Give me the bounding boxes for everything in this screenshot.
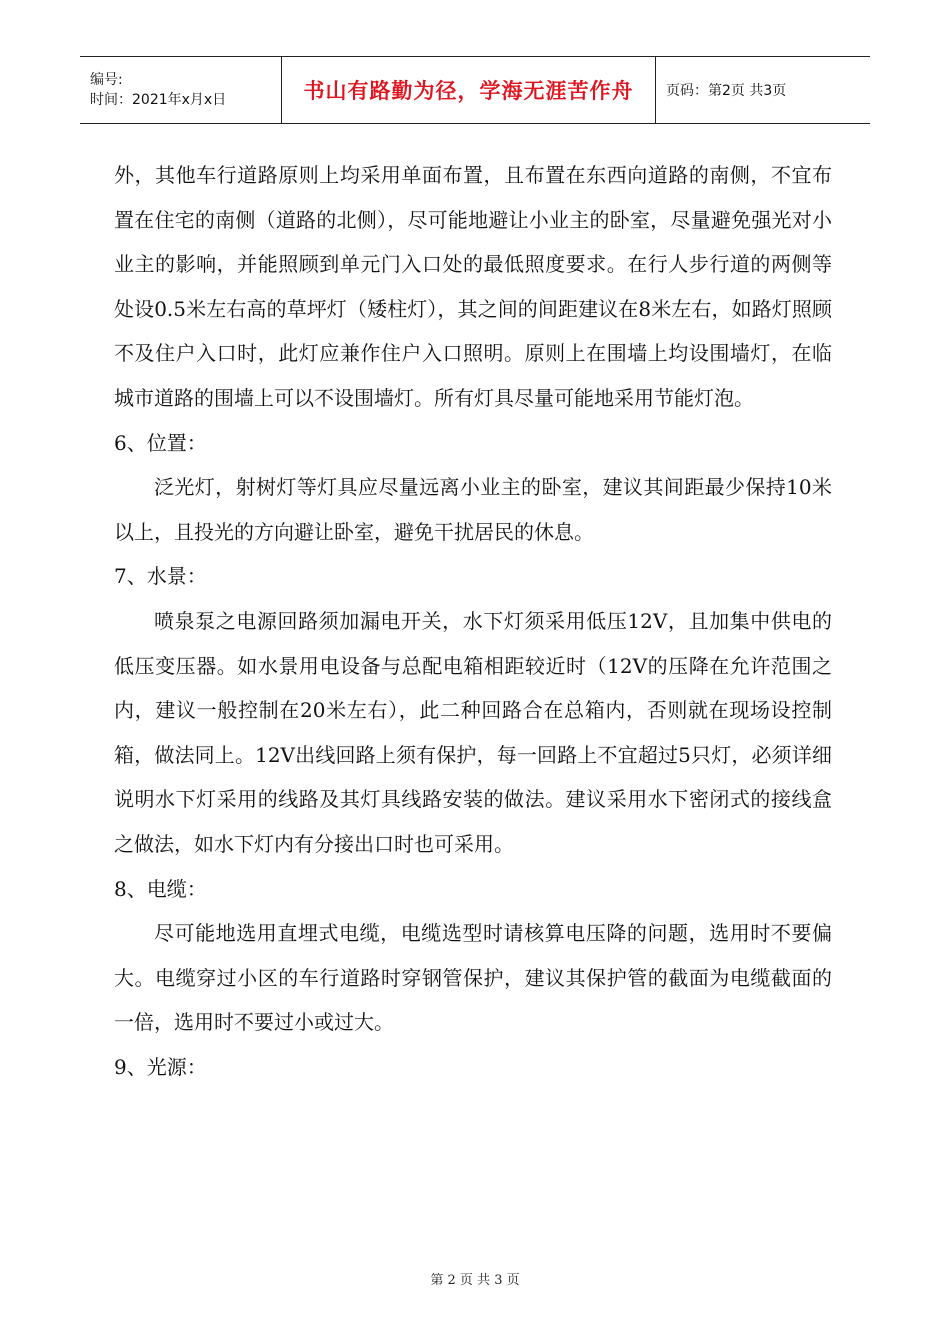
body-paragraph: 尽可能地选用直埋式电缆，电缆选型时请核算电压降的问题，选用时不要偏大。电缆穿过小区的车行道路时穿钢管保护，建议其保护管的截面为电缆截面的一倍，选用时不要过小或过大。 xyxy=(114,921,832,1035)
section-heading-waterscape: 7、水景： xyxy=(114,564,207,589)
document-number-label: 编号: xyxy=(90,72,123,88)
body-paragraph: 外，其他车行道路原则上均采用单面布置，且布置在东西向道路的南侧，不宜布置在住宅的南侧（道路的北侧），尽可能地避让小业主的卧室，尽量避免强光对小业主的影响，并能照顾到单元门入口处的最低照度要求。在行人步行道的两侧等处设0.5米左右高的草坪灯（矮柱灯），其之间的间距建议在8米左右，如路灯照顾不及住户入口时，此灯应兼作住户入口照明。原则上在围墙上均设围墙灯，在临城市道路的围墙上可以不设围墙灯。所有灯具尽量可能地采用节能灯泡。 xyxy=(114,163,832,410)
header-motto-cell xyxy=(282,57,656,123)
header-page-info-cell xyxy=(656,57,870,123)
header-meta xyxy=(80,57,282,123)
section-heading-light-source: 9、光源： xyxy=(114,1054,207,1079)
header-motto: 书山有路勤为径，学海无涯苦作舟 xyxy=(303,78,634,103)
page-header xyxy=(80,56,870,124)
section-heading-cable: 8、电缆： xyxy=(114,876,207,901)
header-page-info: 页码：第2页 共3页 xyxy=(666,83,787,99)
document-date: 时间：2021年x月x日 xyxy=(90,92,227,108)
section-heading-position: 6、位置： xyxy=(114,430,207,455)
body-paragraph: 泛光灯，射树灯等灯具应尽量远离小业主的卧室，建议其间距最少保持10米以上，且投光的方向避让卧室，避免干扰居民的休息。 xyxy=(114,475,832,544)
document-body xyxy=(114,153,832,1089)
page-footer: 第 2 页 共 3 页 xyxy=(430,1273,520,1288)
body-paragraph: 喷泉泵之电源回路须加漏电开关，水下灯须采用低压12V，且加集中供电的低压变压器。如水景用电设备与总配电箱相距较近时（12V的压降在允许范围之内，建议一般控制在20米左右），此二种回路合在总箱内，否则就在现场设控制箱，做法同上。12V出线回路上须有保护，每一回路上不宜超过5只灯，必须详细说明水下灯采用的线路及其灯具线路安装的做法。建议采用水下密闭式的接线盒之做法，如水下灯内有分接出口时也可采用。 xyxy=(114,608,832,856)
